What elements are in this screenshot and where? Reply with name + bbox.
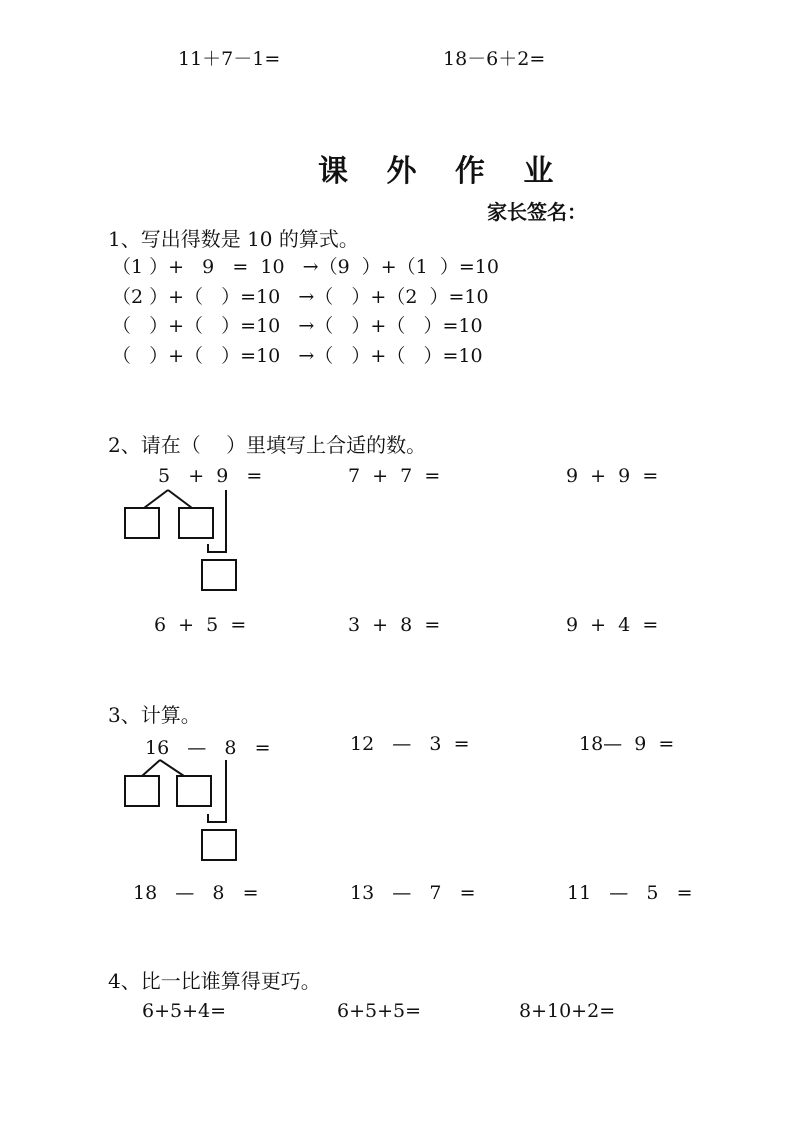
q4-expr-2: 6+5+5=: [337, 1000, 422, 1022]
q1-row-3: （ ）+（ ）=10 →（ ）+（ ）=10: [112, 315, 483, 337]
q2-branch-line-left: [144, 490, 168, 508]
q2-answer-box-left: [125, 508, 159, 538]
q2-expr-1: 5 + 9 =: [158, 465, 263, 487]
q3-decomposition-diagram: [120, 758, 260, 858]
q2-expr-2: 7 + 7 =: [348, 465, 441, 487]
q3-answer-box-left: [125, 776, 159, 806]
q2-answer-box-bottom: [202, 560, 236, 590]
q2-expr-5: 3 + 8 =: [348, 614, 441, 636]
parent-signature-label: 家长签名：: [487, 200, 587, 224]
q3-expr-4: 18 — 8 =: [133, 882, 259, 904]
page-title: 课 外 作 业: [318, 154, 568, 189]
q2-expr-4: 6 + 5 =: [154, 614, 247, 636]
q4-expr-3: 8+10+2=: [519, 1000, 616, 1022]
q3-expr-3: 18— 9 =: [579, 733, 675, 755]
q2-heading: 2、请在（ ）里填写上合适的数。: [108, 433, 427, 457]
q3-expr-5: 13 — 7 =: [350, 882, 476, 904]
q3-answer-box-bottom: [202, 830, 236, 860]
q3-expr-2: 12 — 3 =: [350, 733, 470, 755]
q2-answer-box-right: [179, 508, 213, 538]
q3-heading: 3、计算。: [108, 703, 201, 727]
q3-expr-1: 16 — 8 =: [145, 737, 271, 759]
q1-row-2: （2 ）+（ ）=10 →（ ）+（2 ）=10: [112, 286, 489, 308]
q1-row-4: （ ）+（ ）=10 →（ ）+（ ）=10: [112, 345, 483, 367]
q2-decomposition-diagram: [120, 488, 260, 588]
q3-expr-6: 11 — 5 =: [567, 882, 693, 904]
q3-branch-line-right: [160, 760, 184, 776]
q4-heading: 4、比一比谁算得更巧。: [108, 969, 321, 993]
top-expression-2: 18－6＋2=: [443, 48, 546, 70]
q3-branch-line-left: [142, 760, 160, 776]
q2-branch-line-right: [168, 490, 192, 508]
q4-expr-1: 6+5+4=: [142, 1000, 227, 1022]
q2-expr-6: 9 + 4 =: [566, 614, 659, 636]
q1-row-1: （1 ）+ 9 = 10 →（9 ）+（1 ）=10: [112, 256, 499, 278]
q2-expr-3: 9 + 9 =: [566, 465, 659, 487]
q3-answer-box-right: [177, 776, 211, 806]
q1-heading: 1、写出得数是 10 的算式。: [108, 227, 359, 251]
top-expression-1: 11＋7－1=: [178, 48, 281, 70]
